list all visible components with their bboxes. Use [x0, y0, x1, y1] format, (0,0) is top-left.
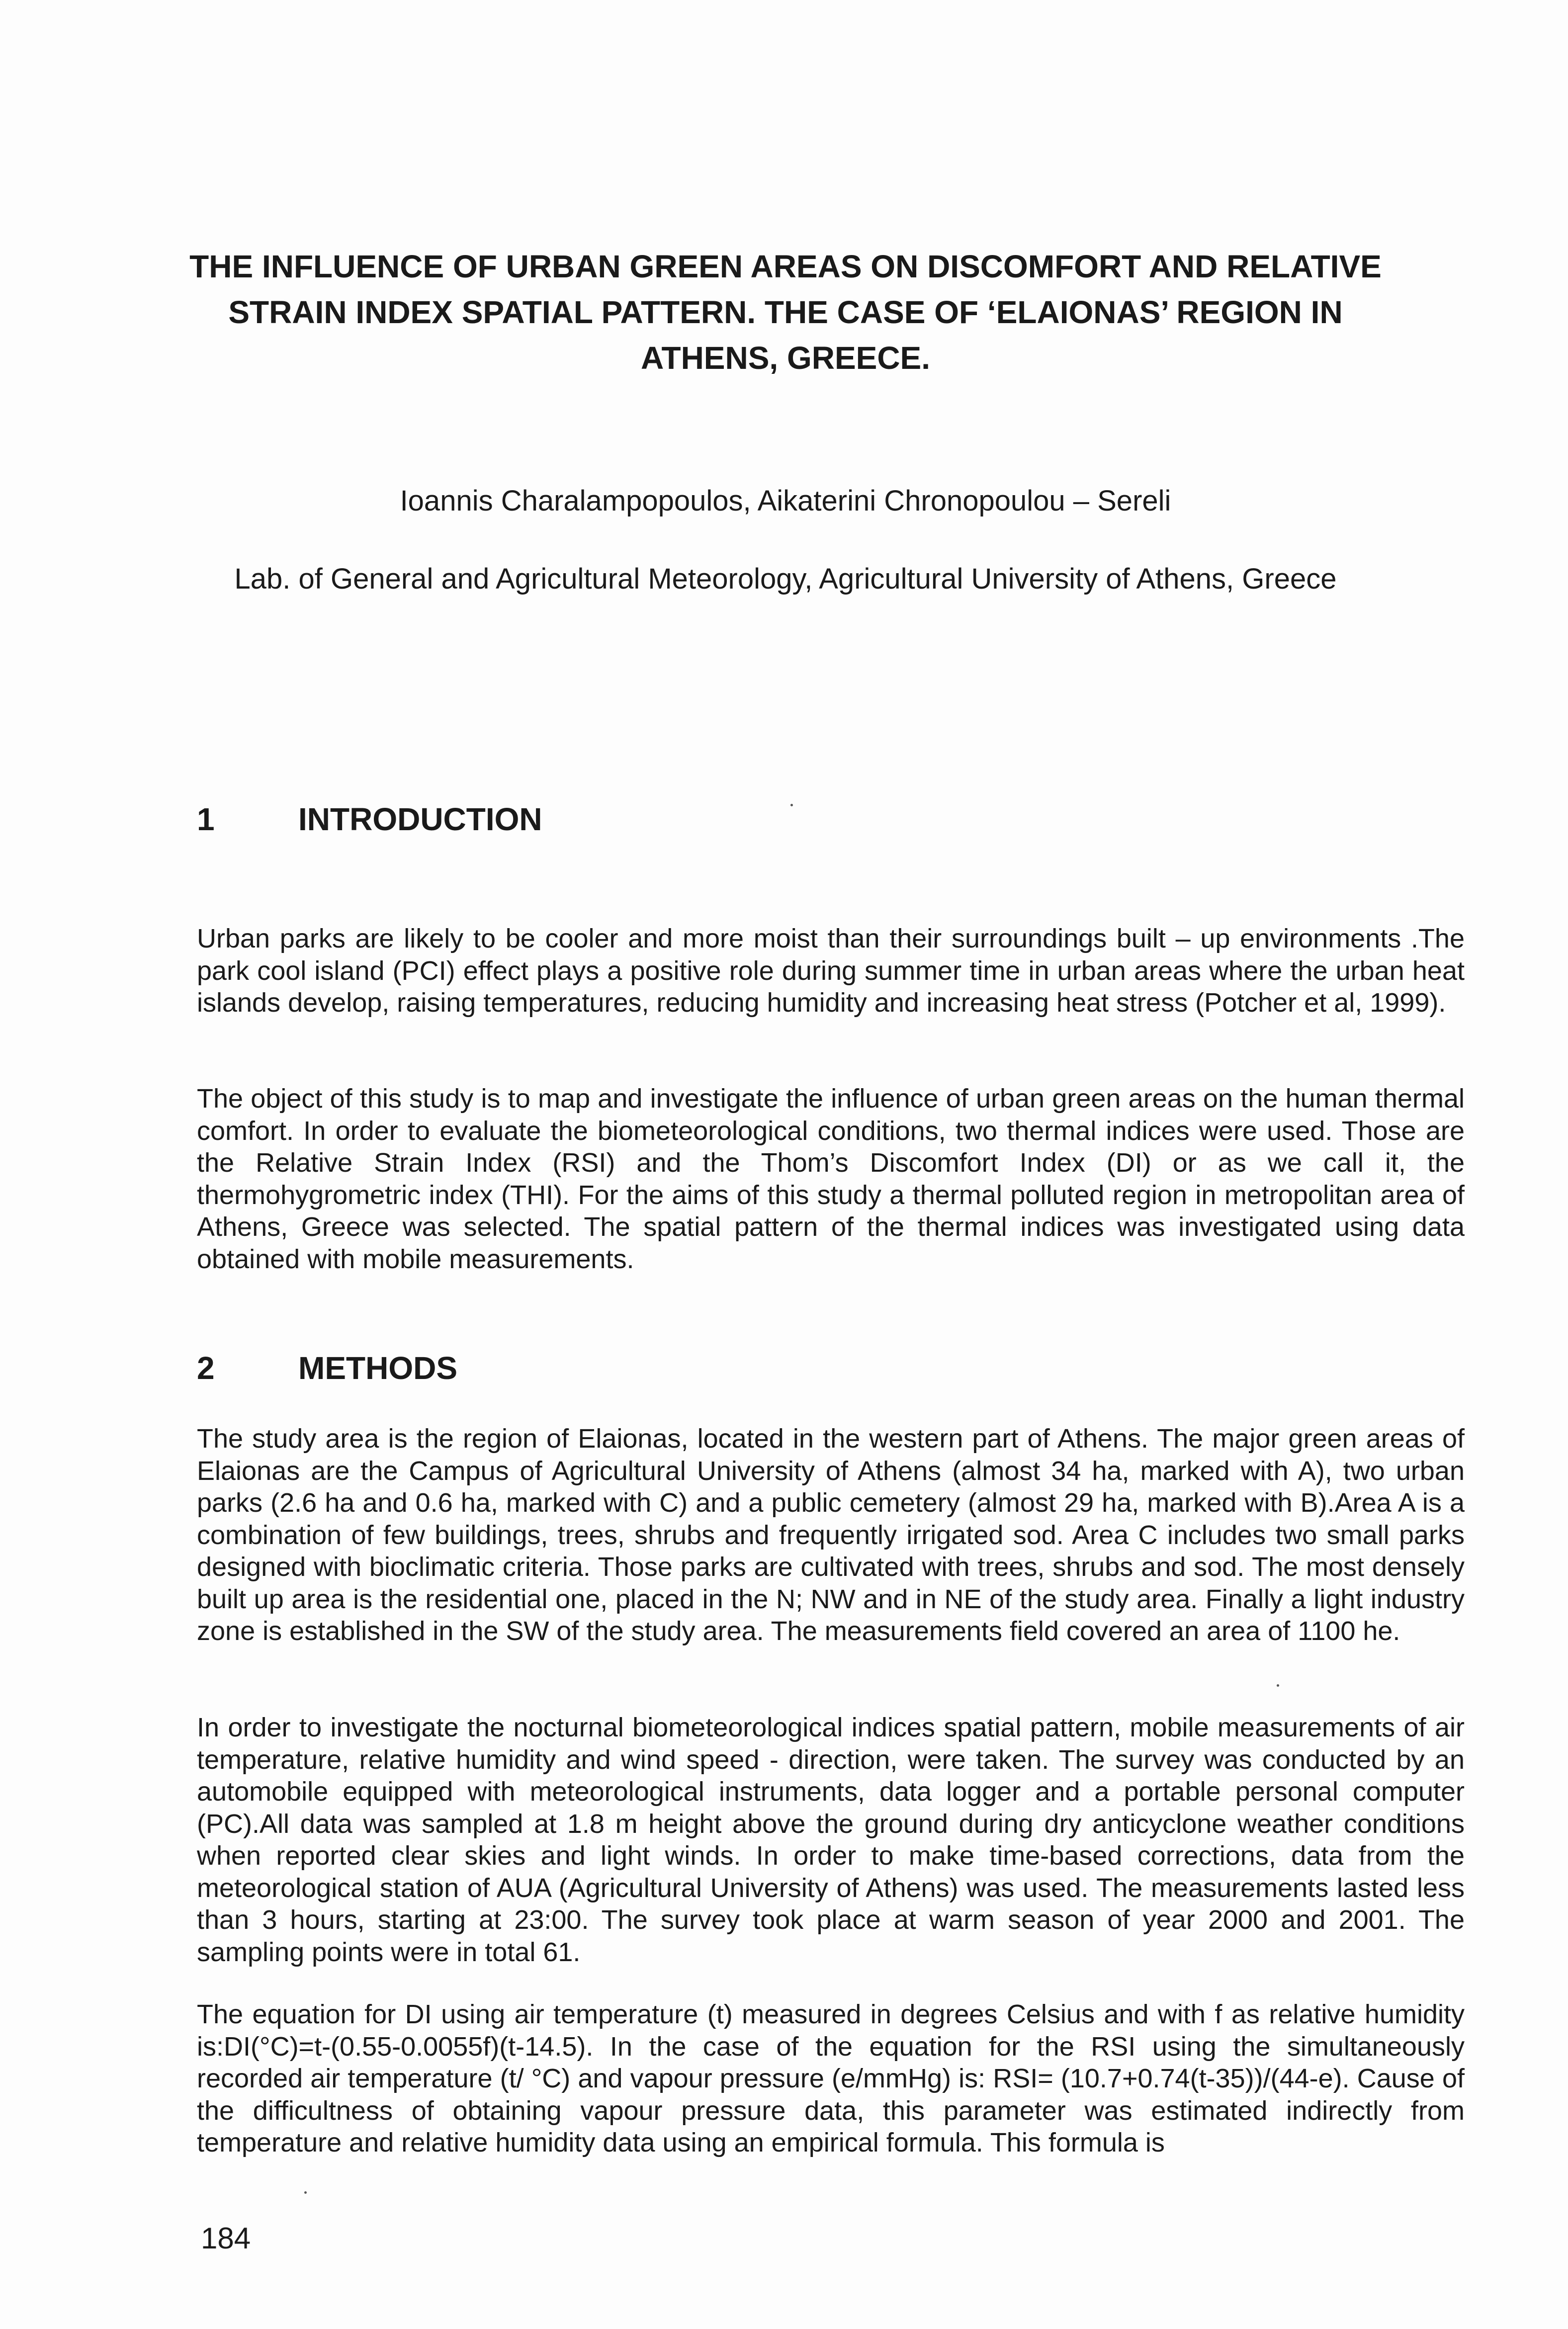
- body-paragraph: The equation for DI using air temperature (t) measured in degrees Celsius and with f as relative humidity is:DI(°C)=t-(0.55-0.0055f)(t-14.5). In the case of the equation for the RSI using the simultaneously recorded air temperature (t/ °C) and vapour pressure (e/mmHg) is: RSI= (10.7+0.74(t-35))/(44-e). Cause of the difficultness of obtaining vapour pressure data, this parameter was estimated indirectly from temperature and relative humidity data using an empirical formula. This formula is: [197, 1999, 1465, 2157]
- scan-speck: [304, 2191, 307, 2194]
- scan-speck: [790, 804, 793, 806]
- section-number: 2: [197, 1350, 215, 1386]
- body-paragraph: In order to investigate the nocturnal biometeorological indices spatial pattern, mobile measurements of air temperature, relative humidity and wind speed - direction, were taken. The survey was conducted by an automobile equipped with meteorological instruments, data logger and a portable personal computer (PC).All data was sampled at 1.8 m height above the ground during dry anticyclone weather conditions when reported clear skies and light winds. In order to make time-based corrections, data from the meteorological station of AUA (Agricultural University of Athens) was used. The measurements lasted less than 3 hours, starting at 23:00. The survey took place at warm season of year 2000 and 2001. The sampling points were in total 61.: [197, 1713, 1465, 1967]
- body-paragraph: Urban parks are likely to be cooler and more moist than their surroundings built – up environments .The park cool island (PCI) effect plays a positive role during summer time in urban areas where the urban heat islands develop, raising temperatures, reducing humidity and increasing heat stress (Potcher et al, 1999).: [197, 924, 1465, 1018]
- section-heading-introduction: [197, 799, 542, 839]
- page-number: 184: [201, 2222, 251, 2255]
- section-number: 1: [197, 801, 215, 837]
- scan-speck: [1277, 1684, 1279, 1687]
- author-affiliation: Lab. of General and Agricultural Meteorology, Agricultural University of Athens, Greece: [234, 563, 1337, 595]
- paper-title: THE INFLUENCE OF URBAN GREEN AREAS ON DISCOMFORT AND RELATIVE STRAIN INDEX SPATIAL PATTERN. THE CASE OF ‘ELAIONAS’ REGION IN ATHENS, GREECE.: [189, 249, 1382, 376]
- section-title: INTRODUCTION: [298, 801, 542, 837]
- author-list: Ioannis Charalampopoulos, Aikaterini Chronopoulou – Sereli: [400, 485, 1171, 517]
- section-heading-methods: [197, 1348, 457, 1388]
- body-paragraph: The object of this study is to map and investigate the influence of urban green areas on the human thermal comfort. In order to evaluate the biometeorological conditions, two thermal indices were used. Those are the Relative Strain Index (RSI) and the Thom’s Discomfort Index (DI) or as we call it, the thermohygrometric index (THI). For the aims of this study a thermal polluted region in metropolitan area of Athens, Greece was selected. The spatial pattern of the thermal indices was investigated using data obtained with mobile measurements.: [197, 1084, 1465, 1274]
- section-title: METHODS: [298, 1350, 457, 1386]
- body-paragraph: The study area is the region of Elaionas, located in the western part of Athens. The major green areas of Elaionas are the Campus of Agricultural University of Athens (almost 34 ha, marked with A), two urban parks (2.6 ha and 0.6 ha, marked with C) and a public cemetery (almost 29 ha, marked with B).Area A is a combination of few buildings, trees, shrubs and frequently irrigated sod. Area C includes two small parks designed with bioclimatic criteria. Those parks are cultivated with trees, shrubs and sod. The most densely built up area is the residential one, placed in the N; NW and in NE of the study area. Finally a light industry zone is established in the SW of the study area. The measurements field covered an area of 1100 he.: [197, 1424, 1465, 1646]
